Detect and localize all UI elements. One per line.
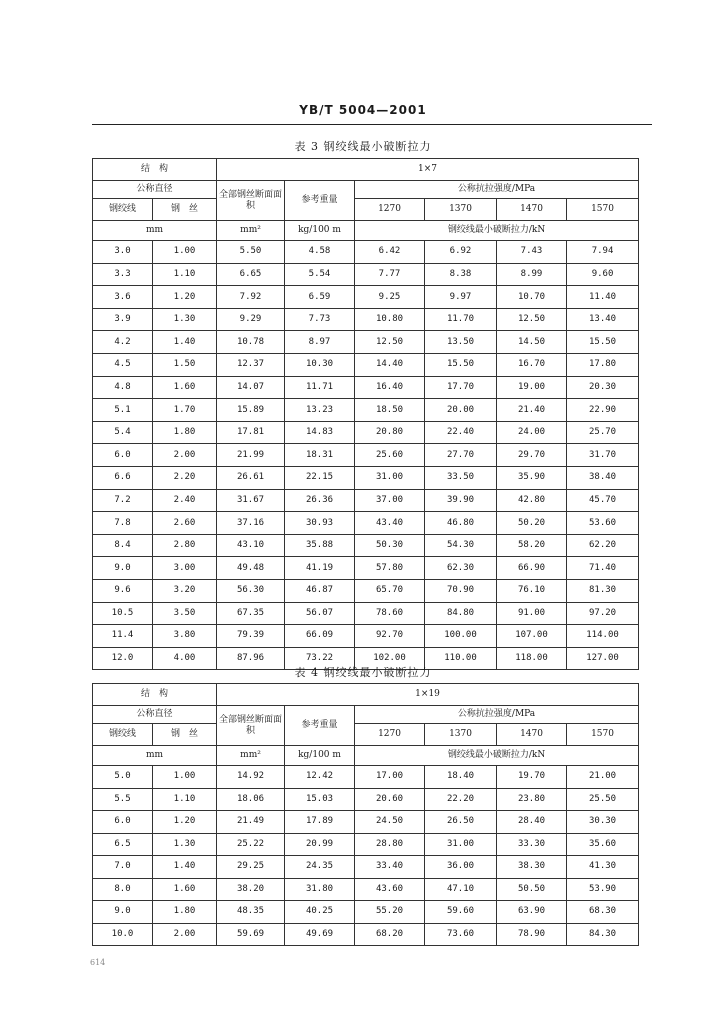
table-cell: 22.90	[567, 399, 639, 422]
table-cell: 45.70	[567, 489, 639, 512]
table-cell: 91.00	[497, 602, 567, 625]
area-unit: mm²	[217, 746, 285, 766]
table-cell: 17.00	[355, 766, 425, 789]
table-cell: 17.80	[567, 353, 639, 376]
table-cell: 8.97	[285, 331, 355, 354]
table-row	[93, 625, 639, 648]
table-cell: 16.70	[497, 353, 567, 376]
structure-label: 结 构	[93, 159, 217, 181]
table-cell: 7.2	[93, 489, 153, 512]
table-cell: 97.20	[567, 602, 639, 625]
table-row	[93, 263, 639, 286]
table3-body	[93, 241, 639, 670]
table-cell: 1.40	[153, 331, 217, 354]
table-cell: 5.54	[285, 263, 355, 286]
table-cell: 28.40	[497, 811, 567, 834]
table-row	[93, 923, 639, 946]
table-row	[93, 331, 639, 354]
table-cell: 54.30	[425, 534, 497, 557]
area-unit: mm²	[217, 221, 285, 241]
table-cell: 62.20	[567, 534, 639, 557]
table-cell: 28.80	[355, 833, 425, 856]
table-row	[93, 766, 639, 789]
table-cell: 71.40	[567, 557, 639, 580]
structure-value: 1×7	[217, 159, 639, 181]
table-cell: 1.70	[153, 399, 217, 422]
table-cell: 10.80	[355, 308, 425, 331]
unit-mm: mm	[93, 221, 217, 241]
table-cell: 21.40	[497, 399, 567, 422]
table-cell: 118.00	[497, 647, 567, 670]
table-cell: 2.60	[153, 512, 217, 535]
strength-1470: 1470	[497, 199, 567, 221]
table-cell: 21.00	[567, 766, 639, 789]
table-cell: 35.60	[567, 833, 639, 856]
table-cell: 1.00	[153, 241, 217, 264]
table-cell: 1.80	[153, 421, 217, 444]
area-label: 全部钢丝断面面积	[217, 706, 285, 746]
table-cell: 19.00	[497, 376, 567, 399]
table-row	[93, 878, 639, 901]
area-label: 全部钢丝断面面积	[217, 181, 285, 221]
table-cell: 9.29	[217, 308, 285, 331]
table-cell: 7.43	[497, 241, 567, 264]
table-cell: 62.30	[425, 557, 497, 580]
table-cell: 50.30	[355, 534, 425, 557]
page-number: 614	[90, 958, 106, 967]
table-cell: 17.70	[425, 376, 497, 399]
table-row	[93, 602, 639, 625]
table-cell: 5.0	[93, 766, 153, 789]
table-cell: 8.99	[497, 263, 567, 286]
table-cell: 8.4	[93, 534, 153, 557]
table-cell: 20.60	[355, 788, 425, 811]
table-cell: 11.40	[567, 286, 639, 309]
table-cell: 3.6	[93, 286, 153, 309]
table-cell: 22.20	[425, 788, 497, 811]
table-cell: 65.70	[355, 579, 425, 602]
table3	[92, 158, 639, 670]
table-cell: 35.90	[497, 466, 567, 489]
table-cell: 9.6	[93, 579, 153, 602]
table-cell: 15.03	[285, 788, 355, 811]
strength-1270: 1270	[355, 724, 425, 746]
table-cell: 7.94	[567, 241, 639, 264]
table-cell: 47.10	[425, 878, 497, 901]
table-cell: 76.10	[497, 579, 567, 602]
table-cell: 25.60	[355, 444, 425, 467]
table-cell: 1.60	[153, 878, 217, 901]
table-cell: 9.0	[93, 901, 153, 924]
table-cell: 6.5	[93, 833, 153, 856]
table-cell: 25.70	[567, 421, 639, 444]
table-row	[93, 466, 639, 489]
table-cell: 10.30	[285, 353, 355, 376]
unit-mm: mm	[93, 746, 217, 766]
table-cell: 13.23	[285, 399, 355, 422]
table-row	[93, 788, 639, 811]
table-row	[93, 557, 639, 580]
table-cell: 3.20	[153, 579, 217, 602]
table-row	[93, 512, 639, 535]
table-cell: 56.30	[217, 579, 285, 602]
table-cell: 3.9	[93, 308, 153, 331]
table-cell: 6.92	[425, 241, 497, 264]
table-cell: 13.40	[567, 308, 639, 331]
table-cell: 1.00	[153, 766, 217, 789]
strength-1570: 1570	[567, 724, 639, 746]
table-cell: 1.20	[153, 286, 217, 309]
table-cell: 14.40	[355, 353, 425, 376]
structure-value: 1×19	[217, 684, 639, 706]
table-cell: 31.70	[567, 444, 639, 467]
table-cell: 78.90	[497, 923, 567, 946]
table-row	[93, 421, 639, 444]
table-cell: 1.60	[153, 376, 217, 399]
table-cell: 50.50	[497, 878, 567, 901]
table-cell: 3.0	[93, 241, 153, 264]
table4-body	[93, 766, 639, 946]
table-cell: 68.30	[567, 901, 639, 924]
table-cell: 70.90	[425, 579, 497, 602]
table-cell: 6.65	[217, 263, 285, 286]
table-cell: 56.07	[285, 602, 355, 625]
table-row	[93, 833, 639, 856]
table-cell: 39.90	[425, 489, 497, 512]
table-cell: 31.80	[285, 878, 355, 901]
table-cell: 14.83	[285, 421, 355, 444]
nominal-diameter-label: 公称直径	[93, 706, 217, 724]
force-label: 钢绞线最小破断拉力/kN	[355, 221, 639, 241]
table-cell: 7.92	[217, 286, 285, 309]
table-cell: 37.16	[217, 512, 285, 535]
table-cell: 84.30	[567, 923, 639, 946]
table-cell: 107.00	[497, 625, 567, 648]
table-cell: 59.60	[425, 901, 497, 924]
table-cell: 53.90	[567, 878, 639, 901]
wire-label: 钢 丝	[153, 199, 217, 221]
table-cell: 6.6	[93, 466, 153, 489]
table-cell: 20.80	[355, 421, 425, 444]
table-row	[93, 856, 639, 879]
table-cell: 4.2	[93, 331, 153, 354]
table-cell: 25.22	[217, 833, 285, 856]
table-cell: 46.87	[285, 579, 355, 602]
table-cell: 53.60	[567, 512, 639, 535]
table-cell: 43.60	[355, 878, 425, 901]
table-cell: 57.80	[355, 557, 425, 580]
table-cell: 43.40	[355, 512, 425, 535]
table-cell: 17.89	[285, 811, 355, 834]
nominal-diameter-label: 公称直径	[93, 181, 217, 199]
table-cell: 20.99	[285, 833, 355, 856]
table-cell: 1.40	[153, 856, 217, 879]
table-cell: 12.42	[285, 766, 355, 789]
table-cell: 41.19	[285, 557, 355, 580]
table-cell: 9.97	[425, 286, 497, 309]
table-cell: 23.80	[497, 788, 567, 811]
table-cell: 18.40	[425, 766, 497, 789]
wire-label: 钢 丝	[153, 724, 217, 746]
table-row	[93, 241, 639, 264]
table-cell: 4.8	[93, 376, 153, 399]
table-cell: 24.50	[355, 811, 425, 834]
table-cell: 66.90	[497, 557, 567, 580]
table-cell: 30.30	[567, 811, 639, 834]
table-cell: 1.20	[153, 811, 217, 834]
structure-label: 结 构	[93, 684, 217, 706]
table-cell: 66.09	[285, 625, 355, 648]
table-cell: 12.37	[217, 353, 285, 376]
table-cell: 9.0	[93, 557, 153, 580]
table-cell: 37.00	[355, 489, 425, 512]
table-cell: 24.00	[497, 421, 567, 444]
table-cell: 12.50	[355, 331, 425, 354]
table-cell: 27.70	[425, 444, 497, 467]
table-cell: 2.40	[153, 489, 217, 512]
table-cell: 68.20	[355, 923, 425, 946]
table-row	[93, 444, 639, 467]
table-cell: 38.40	[567, 466, 639, 489]
table-cell: 40.25	[285, 901, 355, 924]
table-cell: 15.50	[425, 353, 497, 376]
table-cell: 33.30	[497, 833, 567, 856]
table-cell: 21.49	[217, 811, 285, 834]
table-cell: 1.30	[153, 308, 217, 331]
table-cell: 42.80	[497, 489, 567, 512]
header-rule	[92, 124, 652, 125]
strand-label: 钢绞线	[93, 199, 153, 221]
table-cell: 59.69	[217, 923, 285, 946]
strength-label: 公称抗拉强度/MPa	[355, 706, 639, 724]
table-cell: 4.5	[93, 353, 153, 376]
table-cell: 102.00	[355, 647, 425, 670]
table-cell: 127.00	[567, 647, 639, 670]
table-cell: 79.39	[217, 625, 285, 648]
table-cell: 5.1	[93, 399, 153, 422]
table-cell: 7.77	[355, 263, 425, 286]
strength-1570: 1570	[567, 199, 639, 221]
table-cell: 49.69	[285, 923, 355, 946]
table-cell: 3.3	[93, 263, 153, 286]
table-row	[93, 534, 639, 557]
table-cell: 5.4	[93, 421, 153, 444]
table-cell: 78.60	[355, 602, 425, 625]
table-cell: 17.81	[217, 421, 285, 444]
table-cell: 21.99	[217, 444, 285, 467]
table-cell: 14.92	[217, 766, 285, 789]
table-cell: 22.15	[285, 466, 355, 489]
table3-caption: 表 3 钢绞线最小破断拉力	[294, 140, 432, 153]
page-header: YB/T 5004—2001	[299, 103, 427, 117]
table-row	[93, 579, 639, 602]
table-cell: 26.50	[425, 811, 497, 834]
table-cell: 114.00	[567, 625, 639, 648]
strand-label: 钢绞线	[93, 724, 153, 746]
table-cell: 7.73	[285, 308, 355, 331]
table-cell: 12.0	[93, 647, 153, 670]
table-cell: 87.96	[217, 647, 285, 670]
table-cell: 50.20	[497, 512, 567, 535]
table-cell: 29.25	[217, 856, 285, 879]
table-cell: 38.20	[217, 878, 285, 901]
table-cell: 29.70	[497, 444, 567, 467]
table-cell: 22.40	[425, 421, 497, 444]
table-cell: 6.0	[93, 444, 153, 467]
table-cell: 20.30	[567, 376, 639, 399]
table-cell: 13.50	[425, 331, 497, 354]
strength-1370: 1370	[425, 724, 497, 746]
table-cell: 15.89	[217, 399, 285, 422]
table-cell: 10.78	[217, 331, 285, 354]
table-row	[93, 286, 639, 309]
table-cell: 24.35	[285, 856, 355, 879]
table-row	[93, 308, 639, 331]
table-cell: 14.50	[497, 331, 567, 354]
table-cell: 16.40	[355, 376, 425, 399]
table-row	[93, 901, 639, 924]
table-cell: 110.00	[425, 647, 497, 670]
table-cell: 18.06	[217, 788, 285, 811]
table-cell: 35.88	[285, 534, 355, 557]
strength-label: 公称抗拉强度/MPa	[355, 181, 639, 199]
table-cell: 58.20	[497, 534, 567, 557]
table-cell: 10.70	[497, 286, 567, 309]
table-cell: 63.90	[497, 901, 567, 924]
table-cell: 49.48	[217, 557, 285, 580]
table-cell: 18.50	[355, 399, 425, 422]
table-cell: 1.10	[153, 263, 217, 286]
table-cell: 2.20	[153, 466, 217, 489]
table-row	[93, 489, 639, 512]
table-row	[93, 399, 639, 422]
weight-unit: kg/100 m	[285, 221, 355, 241]
table-row	[93, 353, 639, 376]
table-cell: 1.50	[153, 353, 217, 376]
table-cell: 3.00	[153, 557, 217, 580]
weight-label: 参考重量	[285, 181, 355, 221]
table-cell: 55.20	[355, 901, 425, 924]
table-cell: 6.0	[93, 811, 153, 834]
table-cell: 6.59	[285, 286, 355, 309]
table-cell: 31.00	[355, 466, 425, 489]
table-cell: 67.35	[217, 602, 285, 625]
table-cell: 41.30	[567, 856, 639, 879]
table-cell: 31.67	[217, 489, 285, 512]
table-cell: 5.5	[93, 788, 153, 811]
force-label: 钢绞线最小破断拉力/kN	[355, 746, 639, 766]
table-cell: 10.5	[93, 602, 153, 625]
table-cell: 33.40	[355, 856, 425, 879]
table-cell: 92.70	[355, 625, 425, 648]
table-cell: 5.50	[217, 241, 285, 264]
table4	[92, 683, 639, 946]
table-cell: 1.30	[153, 833, 217, 856]
table-cell: 46.80	[425, 512, 497, 535]
table-cell: 1.10	[153, 788, 217, 811]
table-cell: 2.80	[153, 534, 217, 557]
table-cell: 38.30	[497, 856, 567, 879]
table-cell: 1.80	[153, 901, 217, 924]
table-cell: 3.50	[153, 602, 217, 625]
table-cell: 20.00	[425, 399, 497, 422]
table-cell: 11.70	[425, 308, 497, 331]
table-cell: 9.25	[355, 286, 425, 309]
table-cell: 84.80	[425, 602, 497, 625]
table-cell: 30.93	[285, 512, 355, 535]
table-cell: 8.0	[93, 878, 153, 901]
table-cell: 26.61	[217, 466, 285, 489]
strength-1270: 1270	[355, 199, 425, 221]
table-cell: 43.10	[217, 534, 285, 557]
weight-unit: kg/100 m	[285, 746, 355, 766]
table-cell: 48.35	[217, 901, 285, 924]
strength-1470: 1470	[497, 724, 567, 746]
table4-caption: 表 4 钢绞线最小破断拉力	[294, 666, 432, 679]
table-cell: 73.60	[425, 923, 497, 946]
strength-1370: 1370	[425, 199, 497, 221]
table-cell: 11.71	[285, 376, 355, 399]
table-cell: 3.80	[153, 625, 217, 648]
table-cell: 100.00	[425, 625, 497, 648]
table-cell: 18.31	[285, 444, 355, 467]
table-cell: 26.36	[285, 489, 355, 512]
table-cell: 12.50	[497, 308, 567, 331]
table-cell: 8.38	[425, 263, 497, 286]
table-cell: 81.30	[567, 579, 639, 602]
table-row	[93, 811, 639, 834]
table-cell: 10.0	[93, 923, 153, 946]
table-cell: 73.22	[285, 647, 355, 670]
table-cell: 2.00	[153, 444, 217, 467]
table-cell: 7.0	[93, 856, 153, 879]
table-row	[93, 376, 639, 399]
table-cell: 4.58	[285, 241, 355, 264]
table-cell: 15.50	[567, 331, 639, 354]
table-cell: 31.00	[425, 833, 497, 856]
weight-label: 参考重量	[285, 706, 355, 746]
table-cell: 19.70	[497, 766, 567, 789]
table-cell: 4.00	[153, 647, 217, 670]
table-cell: 2.00	[153, 923, 217, 946]
table-cell: 6.42	[355, 241, 425, 264]
table-cell: 36.00	[425, 856, 497, 879]
table-cell: 14.07	[217, 376, 285, 399]
table-cell: 33.50	[425, 466, 497, 489]
table-cell: 11.4	[93, 625, 153, 648]
table-cell: 7.8	[93, 512, 153, 535]
table-cell: 25.50	[567, 788, 639, 811]
table-cell: 9.60	[567, 263, 639, 286]
